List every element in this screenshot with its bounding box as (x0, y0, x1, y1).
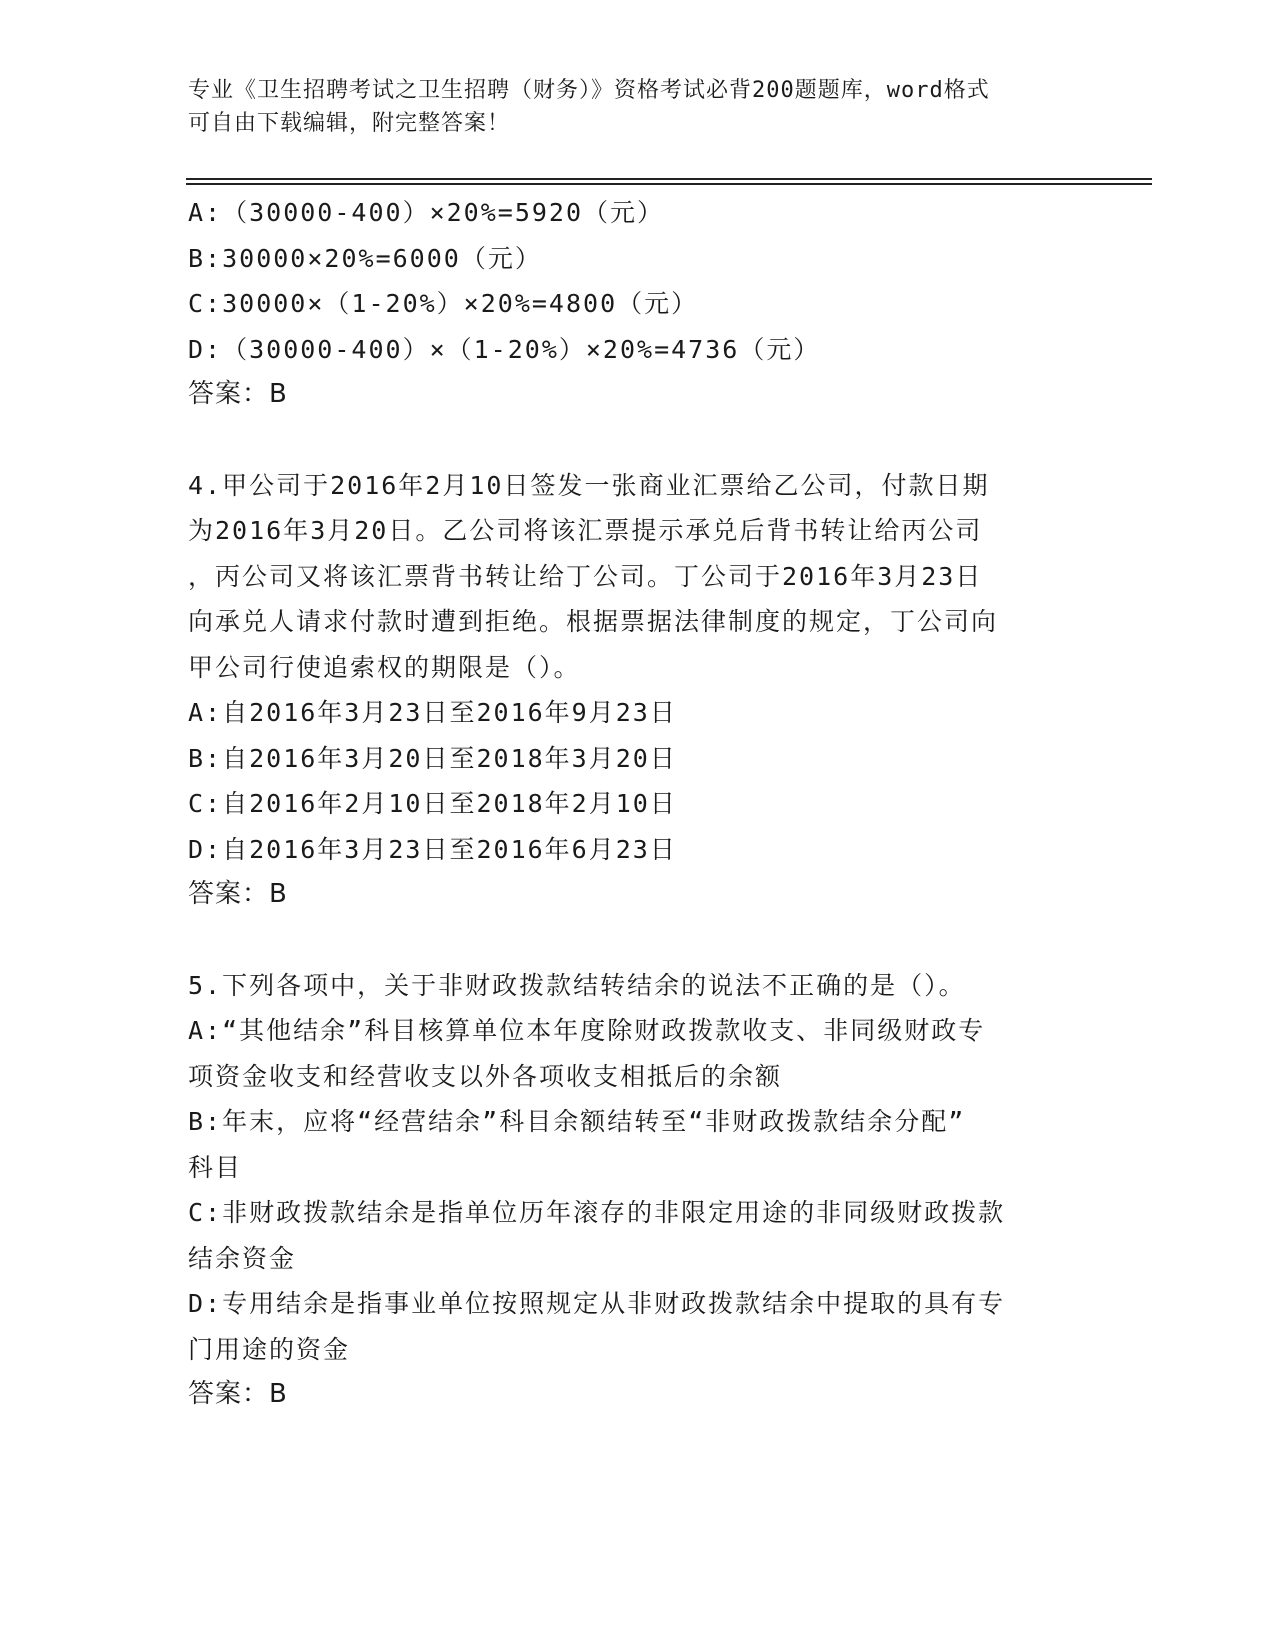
question-4-stem-line: 为2016年3月20日。乙公司将该汇票提示承兑后背书转让给丙公司 (188, 516, 983, 545)
spacer (188, 918, 1088, 963)
question-5-option-c-line: 结余资金 (188, 1243, 297, 1273)
question-3-option-a: A:（30000-400）×20%=5920（元） (188, 198, 665, 227)
question-3-answer: 答案：B (188, 379, 288, 409)
question-4-stem-line: ，丙公司又将该汇票背书转让给丁公司。丁公司于2016年3月23日 (188, 561, 983, 591)
question-4-stem-line: 甲公司行使追索权的期限是（）。 (188, 652, 581, 682)
question-5-stem-line: 5.下列各项中，关于非财政拨款结转结余的说法不正确的是（）。 (188, 970, 966, 1000)
header-divider-bottom (186, 183, 1152, 185)
question-4-stem-line: 向承兑人请求付款时遭到拒绝。根据票据法律制度的规定，丁公司向 (188, 607, 999, 636)
header-divider-top (186, 178, 1152, 180)
question-5-option-c-line: C:非财政拨款结余是指单位历年滚存的非限定用途的非同级财政拨款 (188, 1198, 1006, 1227)
question-4-stem-line: 4.甲公司于2016年2月10日签发一张商业汇票给乙公司，付款日期 (188, 470, 990, 500)
document-body (188, 190, 1088, 1418)
question-4-option-a: A:自2016年3月23日至2016年9月23日 (188, 698, 677, 727)
header-line-2: 可自由下载编辑，附完整答案！ (188, 111, 511, 136)
question-5-option-b-line: B:年末，应将“经营结余”科目余额结转至“非财政拨款结余分配” (188, 1107, 966, 1136)
question-4-option-d: D:自2016年3月23日至2016年6月23日 (188, 834, 677, 864)
question-3-option-d: D:（30000-400）×（1-20%）×20%=4736（元） (188, 334, 821, 364)
question-3-option-b: B:30000×20%=6000（元） (188, 243, 542, 273)
question-4-option-b: B:自2016年3月20日至2018年3月20日 (188, 743, 677, 773)
question-3-block (188, 190, 1088, 418)
question-5-option-d-line: 门用途的资金 (188, 1334, 351, 1364)
question-5-option-a-line: 项资金收支和经营收支以外各项收支相抵后的余额 (188, 1061, 783, 1091)
question-5-answer: 答案：B (188, 1379, 288, 1409)
question-5-option-b-line: 科目 (188, 1152, 243, 1182)
document-header (188, 74, 1088, 140)
question-3-option-c: C:30000×（1-20%）×20%=4800（元） (188, 289, 699, 318)
header-line-1: 专业《卫生招聘考试之卫生招聘（财务）》资格考试必背200题题库，word格式 (188, 78, 990, 103)
question-4-block (188, 463, 1088, 918)
spacer (188, 418, 1088, 463)
question-4-answer: 答案：B (188, 879, 288, 909)
question-4-option-c: C:自2016年2月10日至2018年2月10日 (188, 789, 677, 818)
question-5-block (188, 963, 1088, 1418)
question-5-option-a-line: A:“其他结余”科目核算单位本年度除财政拨款收支、非同级财政专 (188, 1016, 986, 1045)
question-5-option-d-line: D:专用结余是指事业单位按照规定从非财政拨款结余中提取的具有专 (188, 1289, 1006, 1318)
